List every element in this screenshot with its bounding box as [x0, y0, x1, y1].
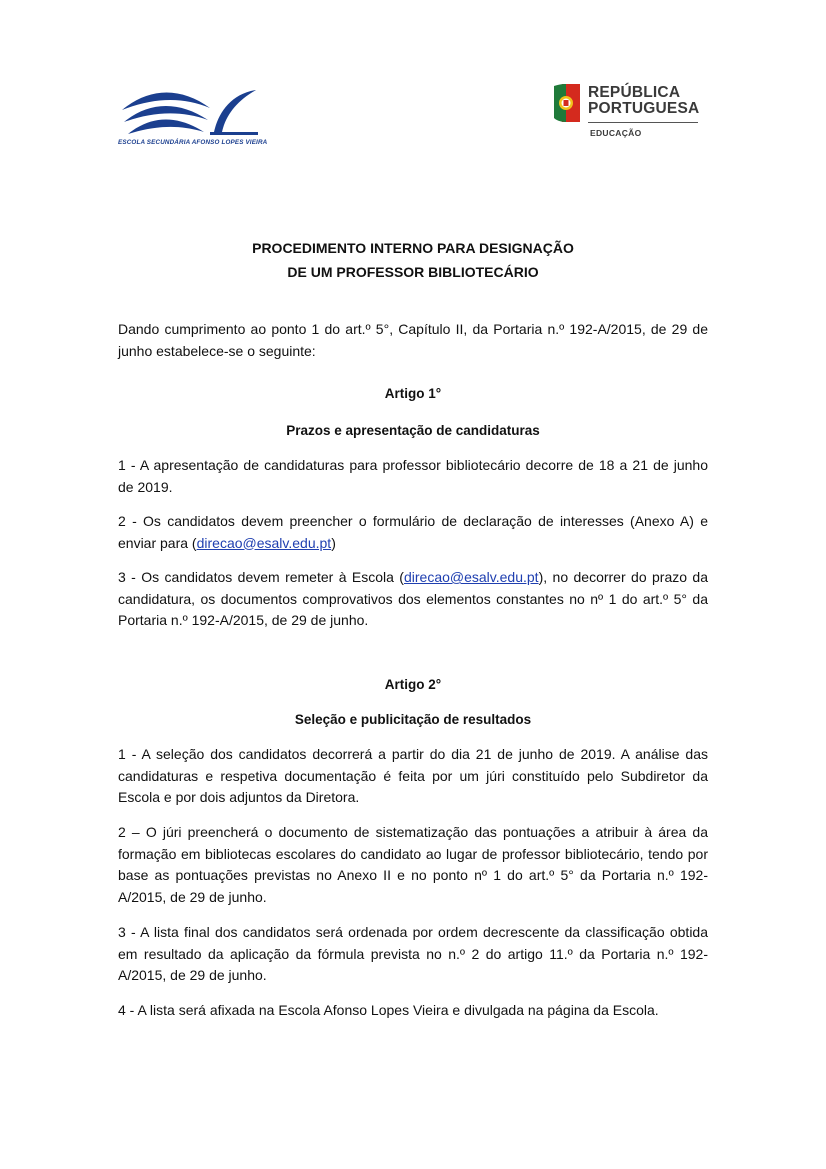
article2-paragraph-2: 2 – O júri preencherá o documento de sistematização das pontuações a atribuir à área da formação em bibliotecas escolares do candidato ao lugar de professor bibliotecário, tendo por base as pontuações previstas no Anexo II e no ponto nº 1 do art.º 5° da Portaria n.º 192-A/2015, de 29 de junho. [118, 824, 708, 905]
intro-paragraph: Dando cumprimento ao ponto 1 do art.º 5°, Capítulo II, da Portaria n.º 192-A/2015, de 29 de junho estabelece-se o seguinte: [118, 321, 708, 359]
article2-subheading: Seleção e publicitação de resultados [294, 712, 532, 727]
article2-paragraph-1: 1 - A seleção dos candidatos decorrerá a partir do dia 21 de junho de 2019. A análise das candidaturas e respetiva documentação é feita por um júri constituído pelo Subdiretor da Escola e por dois adjuntos da Diretora. [118, 746, 708, 805]
school-logo [118, 84, 268, 154]
gov-logo-line2: PORTUGUESA [588, 100, 700, 117]
article1-heading: Artigo 1° [384, 386, 442, 401]
article1-subheading: Prazos e apresentação de candidaturas [286, 423, 540, 438]
article1-paragraph-3-text: 3 - Os candidatos devem remeter à Escola ( [118, 569, 404, 585]
article2-heading: Artigo 2° [384, 677, 442, 692]
gov-logo-subtitle: EDUCAÇÃO [590, 128, 642, 138]
document-title-line1: PROCEDIMENTO INTERNO PARA DESIGNAÇÃO [252, 240, 574, 256]
email-link[interactable]: direcao@esalv.edu.pt [403, 569, 539, 585]
email-link[interactable]: direcao@esalv.edu.pt [196, 534, 332, 551]
document-title-line2: DE UM PROFESSOR BIBLIOTECÁRIO [287, 264, 539, 280]
article1-paragraph-1: 1 - A apresentação de candidaturas para professor bibliotecário decorre de 18 a 21 de junho de 2019. [118, 457, 708, 495]
document-title [118, 236, 708, 284]
school-logo-mark-icon [118, 84, 260, 139]
portugal-flag-icon [552, 82, 582, 124]
gov-logo-divider [588, 122, 698, 123]
article2-paragraph-4: 4 - A lista será afixada na Escola Afonso Lopes Vieira e divulgada na página da Escola. [118, 1002, 659, 1018]
gov-logo-line1: REPÚBLICA [588, 84, 681, 101]
article1-paragraph-2-end: ) [331, 534, 336, 551]
article1-paragraph-3 [118, 567, 708, 632]
school-logo-caption: ESCOLA SECUNDÁRIA AFONSO LOPES VIEIRA [118, 139, 268, 146]
article1-paragraph-2-text: 2 - Os candidatos devem preencher o formulário de declaração de interesses (Anexo A) e enviar para ( [118, 513, 708, 551]
government-logo [552, 82, 702, 142]
article1-paragraph-3-end: ), no decorrer do prazo da candidatura, os documentos comprovativos dos elementos constantes no nº 1 do art.º 5° da Portaria n.º 192-A/2015, de 29 de junho. [118, 569, 708, 628]
article1-paragraph-2 [118, 511, 708, 554]
article2-paragraph-3: 3 - A lista final dos candidatos será ordenada por ordem decrescente da classificação obtida em resultado da aplicação da fórmula prevista no n.º 2 do artigo 11.º da Portaria n.º 192-A/2015, de 29 de junho. [118, 924, 708, 983]
